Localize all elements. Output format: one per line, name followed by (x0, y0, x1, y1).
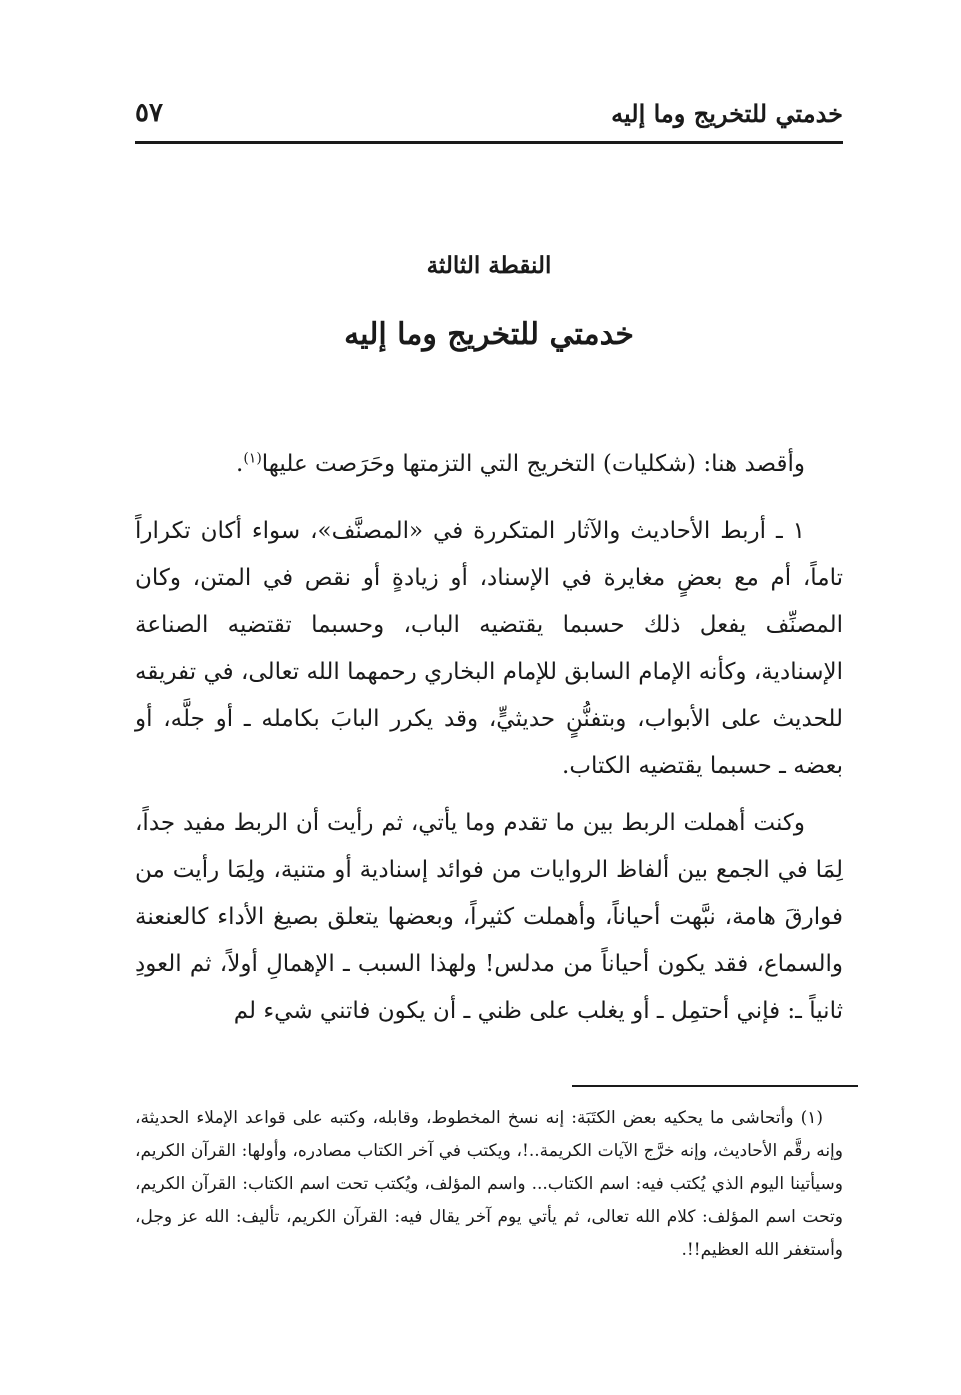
header-rule (135, 141, 843, 144)
chapter-title: خدمتي للتخريج وما إليه (344, 317, 634, 352)
body-paragraph-2: وكنت أهملت الربط بين ما تقدم وما يأتي، ثم رأيت أن الربط مفيد جداً، لِمَا في الجمع بين ألفاظ الروايات من فوائد إسنادية أو متنية، ولِمَا رأيت من فوارقَ هامة، نبَّهت أحياناً، وأهملت كثيراً، وبعضها يتعلق بصيغ الأداء كالعنعنة والسماع، فقد يكون أحياناً من مدلس! ولهذا السبب ـ الإهمالِ أولاً، ثم العودِ ثانياً ـ: فإني أحتمِل ـ أو يغلب على ظني ـ أن يكون فاتني شيء لم (135, 810, 843, 1024)
footnote-rule (572, 1085, 858, 1087)
section-label: النقطة الثالثة (426, 252, 552, 279)
intro-text: وأقصد هنا: (شكليات) التخريج التي التزمتها وحَرَصت عليها (261, 451, 805, 477)
footnote: (١) وأتحاشى ما يحكيه بعض الكتَبَة: إنه نسخ المخطوط، وقابله، وكتبه على قواعد الإملاء الحديثة، وإنه رقَّم الأحاديث، وإنه خرَّج الآيات الكريمة..!، ويكتب في آخر الكتاب مصادره، وأولها: القرآن الكريم، وسيأتينا اليوم الذي يُكتب فيه: اسم الكتاب... واسم المؤلف، ويُكتب تحت اسم الكتاب: القرآن الكريم، وتحت اسم المؤلف: كلام الله تعالى، ثم يأتي يوم آخر يقال فيه: القرآن الكريم، تأليف: الله عز وجل، وأستغفر الله العظيم!!. (135, 1108, 843, 1260)
page-number: ٥٧ (135, 98, 163, 128)
body-paragraph-1: ١ ـ أربط الأحاديث والآثار المتكررة في «المصنَّف»، سواء أكان تكراراً تاماً، أم مع بعضٍ مغايرة في الإسناد، أو زيادةٍ أو نقص في المتن، وكان المصنِّف يفعل ذلك حسبما يقتضيه الباب، وحسبما تقتضيه الصناعة الإسنادية، وكأنه الإمام السابق للإمام البخاري رحمهما الله تعالى، في تفريقه للحديث على الأبواب، وبتفنُّنٍ حديثيٍّ، وقد يكرر البابَ بكامله ـ أو جلَّه، أو بعضه ـ حسبما يقتضيه الكتاب. (135, 518, 843, 779)
intro-end: . (236, 451, 244, 477)
footnote-marker[interactable]: (١) (243, 450, 262, 467)
running-title: خدمتي للتخريج وما إليه (611, 98, 843, 128)
intro-paragraph (135, 441, 843, 488)
running-header (135, 92, 843, 134)
